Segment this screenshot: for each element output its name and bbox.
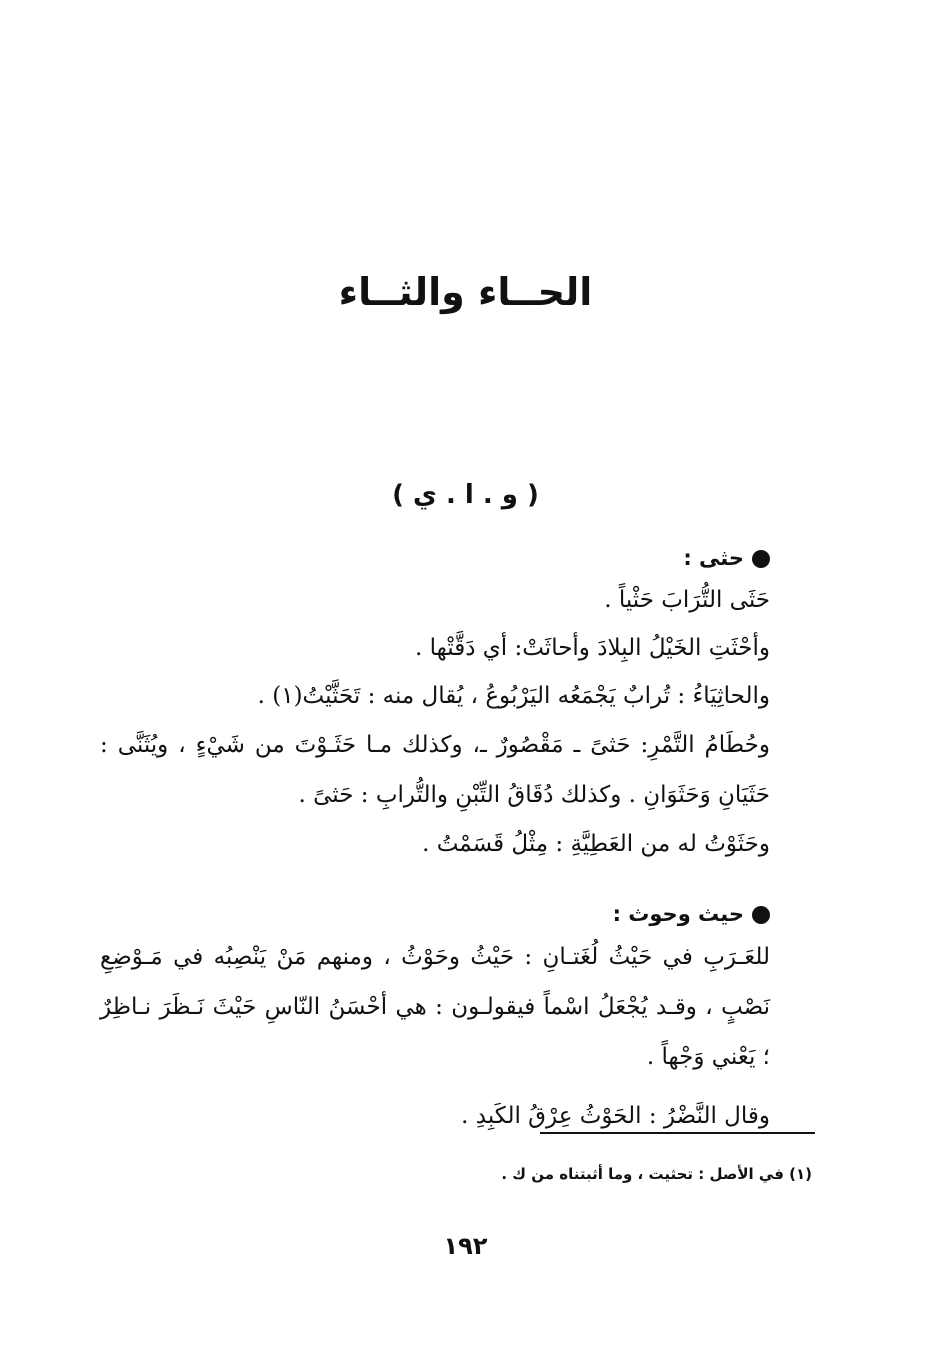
main-text (100, 540, 820, 1140)
entry-line: وحَثَوْتُ له من العَطِيَّةِ : مِثْلُ قَسَمْتُ . (422, 831, 770, 857)
entry-line: وقال النَّضْرُ : الحَوْثُ عِرْقُ الكَبِدِ . (461, 1103, 770, 1129)
entry-heading-haythu (100, 896, 770, 932)
bullet-icon (752, 550, 770, 568)
footnote-divider (540, 1132, 815, 1134)
entry-line: وأحْثَتِ الخَيْلُ البِلادَ وأحاثَتْ: أي دَقَّتْها . (415, 635, 770, 661)
page-title: الحــاء والثــاء (338, 270, 593, 314)
entry-heading-hathaa (100, 540, 770, 576)
footnote: (١) في الأصل : تحثيت ، وما أثبتناه من ك . (501, 1165, 812, 1183)
entry-heading-label: حيث وحوث : (612, 902, 744, 926)
page-number: ١٩٢ (443, 1232, 488, 1260)
entry-paragraph: وحُطَامُ التَّمْرِ: حَثىً ـ مَقْصُورٌ ـ، وكذلك مـا حَثَـوْتَ من شَيْءٍ ، ويُثَنَّى : حَثَيَانِ وَحَثَوَانِ . وكذلك دُقَاقُ التِّبْنِ والتُّرابِ : حَثىً . (100, 732, 770, 808)
entry-paragraph: للعَـرَبِ في حَيْثُ لُغَتـانِ : حَيْثُ وحَوْثُ ، ومنهم مَنْ يَنْصِبُه في مَـوْضِعِ نَصْبٍ ، وقـد يُجْعَلُ اسْماً فيقولـون : هي أحْسَنُ النّاسِ حَيْثَ نَـظَرَ نـاظِرٌ ؛ يَعْني وَجْهاً . (100, 944, 770, 1070)
section-gap (100, 868, 820, 896)
bullet-icon (752, 906, 770, 924)
entry-heading-label: حثى : (683, 546, 744, 570)
root-heading: ( و . ا . ي ) (392, 480, 539, 510)
entry-line: حَثَى التُّرَابَ حَثْياً . (604, 587, 770, 613)
entry-line: والحاثِيَاءُ : تُرابٌ يَجْمَعُه اليَرْبُوعُ ، يُقال منه : تَحَثَّيْتُ(١) . (257, 683, 770, 709)
